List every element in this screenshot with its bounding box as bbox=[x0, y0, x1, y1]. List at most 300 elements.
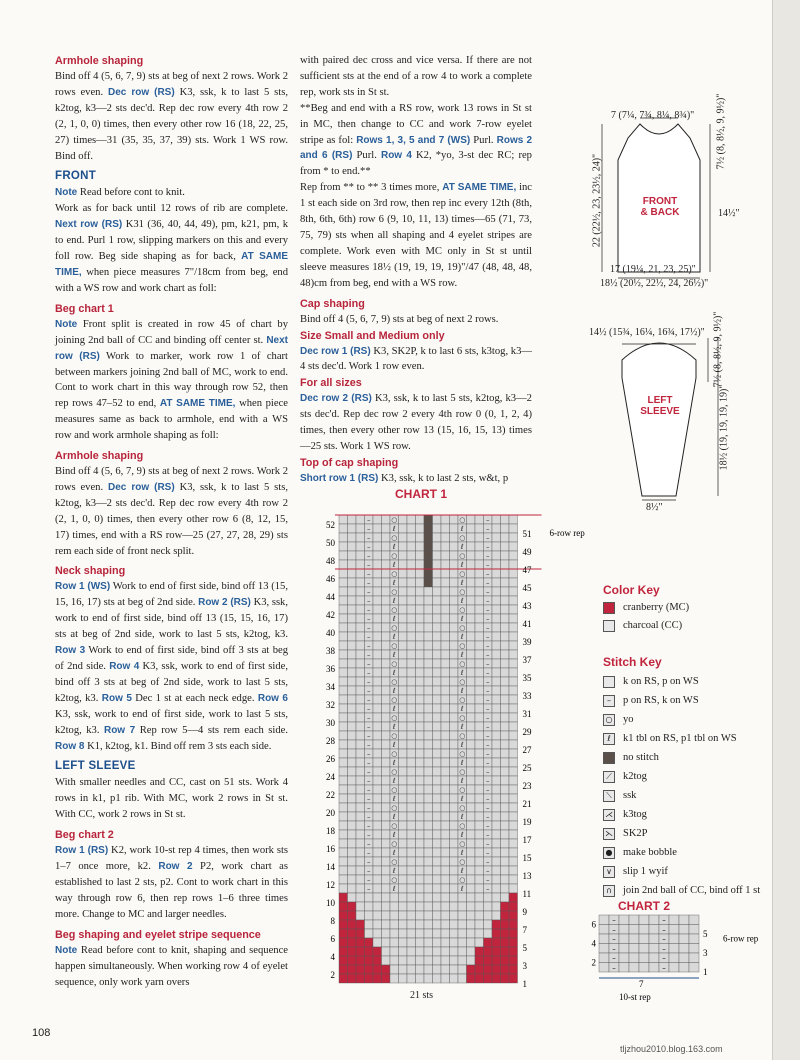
chart-cell bbox=[373, 722, 382, 731]
chart-cell bbox=[390, 902, 399, 911]
chart-cell bbox=[339, 533, 348, 542]
chart-cell bbox=[382, 938, 391, 947]
chart-cell bbox=[373, 713, 382, 722]
chart-cell bbox=[399, 974, 408, 983]
chart-symbol: ℓ bbox=[392, 669, 396, 677]
chart-cell bbox=[407, 803, 416, 812]
chart-cell bbox=[382, 641, 391, 650]
heading-beg-chart-2: Beg chart 2 bbox=[55, 829, 114, 842]
chart-symbol: ○ bbox=[459, 660, 466, 668]
stitch-key-title: Stitch Key bbox=[603, 655, 662, 669]
column-1 bbox=[55, 53, 288, 990]
row-label: Row 2 bbox=[158, 861, 193, 873]
chart-cell bbox=[467, 551, 476, 560]
chart-cell bbox=[407, 677, 416, 686]
chart-cell bbox=[441, 929, 450, 938]
row-label: Next row (RS) bbox=[55, 334, 288, 362]
label-line: SLEEVE bbox=[640, 406, 680, 417]
chart-cell bbox=[373, 749, 382, 758]
color-key-title: Color Key bbox=[603, 583, 660, 597]
chart-2-cell bbox=[619, 953, 629, 963]
chart-cell bbox=[339, 857, 348, 866]
stitch-label: join 2nd ball of CC, bind off 1 st bbox=[623, 885, 761, 896]
chart-cell bbox=[407, 524, 416, 533]
chart-cell bbox=[365, 947, 374, 956]
chart-symbol: ℓ bbox=[392, 759, 396, 767]
chart-cell bbox=[450, 668, 459, 677]
chart-cell bbox=[356, 704, 365, 713]
chart-symbol: ○ bbox=[459, 624, 466, 632]
chart-symbol: ℓ bbox=[460, 543, 464, 551]
chart-cell bbox=[509, 839, 518, 848]
chart-cell bbox=[399, 632, 408, 641]
chart-cell bbox=[382, 839, 391, 848]
chart-cell bbox=[407, 560, 416, 569]
chart-cell bbox=[441, 560, 450, 569]
row-label: Dec row 1 (RS) bbox=[300, 345, 371, 357]
chart-cell bbox=[339, 632, 348, 641]
chart-cell bbox=[339, 812, 348, 821]
row-number-right: 49 bbox=[522, 547, 532, 557]
chart-symbol: – bbox=[367, 543, 371, 551]
heading-cap-shaping: Cap shaping bbox=[300, 297, 365, 310]
chart-cell bbox=[416, 740, 425, 749]
chart-cell bbox=[441, 722, 450, 731]
chart-cell bbox=[450, 974, 459, 983]
chart-cell bbox=[433, 695, 442, 704]
chart-cell bbox=[348, 884, 357, 893]
chart-cell bbox=[450, 551, 459, 560]
chart-cell bbox=[433, 794, 442, 803]
chart-symbol: ○ bbox=[459, 570, 466, 578]
chart-cell bbox=[373, 857, 382, 866]
chart-cell bbox=[339, 722, 348, 731]
chart-cell bbox=[467, 731, 476, 740]
chart-cell bbox=[475, 875, 484, 884]
chart-cell bbox=[399, 902, 408, 911]
chart-cell bbox=[458, 947, 467, 956]
chart-cell bbox=[390, 893, 399, 902]
row-label: Row 4 bbox=[380, 150, 412, 162]
chart-cell bbox=[399, 623, 408, 632]
chart-cell bbox=[450, 803, 459, 812]
chart-cell bbox=[450, 902, 459, 911]
chart-cell bbox=[348, 515, 357, 524]
stitch-symbol: ⟍ bbox=[603, 790, 615, 802]
chart-cell bbox=[492, 551, 501, 560]
chart-2-symbol: – bbox=[662, 916, 666, 925]
chart-symbol: – bbox=[367, 822, 371, 830]
chart-cell bbox=[390, 974, 399, 983]
chart-cell bbox=[407, 956, 416, 965]
chart-cell bbox=[441, 911, 450, 920]
chart-cell bbox=[407, 605, 416, 614]
chart-2-cell bbox=[679, 944, 689, 954]
chart-cell bbox=[467, 533, 476, 542]
chart-cell bbox=[348, 695, 357, 704]
chart-cell bbox=[348, 812, 357, 821]
chart-cell bbox=[382, 929, 391, 938]
chart-symbol: – bbox=[367, 867, 371, 875]
chart-cell bbox=[501, 920, 510, 929]
chart-cell bbox=[407, 668, 416, 677]
chart-cell bbox=[407, 839, 416, 848]
chart-cell bbox=[373, 884, 382, 893]
chart-cell bbox=[424, 605, 433, 614]
chart-cell bbox=[467, 776, 476, 785]
chart-cell bbox=[407, 542, 416, 551]
chart-cell bbox=[467, 524, 476, 533]
chart-cell bbox=[424, 722, 433, 731]
chart-symbol: ○ bbox=[391, 840, 398, 848]
chart-cell bbox=[509, 956, 518, 965]
row-label: Dec row (RS) bbox=[108, 86, 175, 98]
chart-cell bbox=[450, 731, 459, 740]
chart-cell bbox=[509, 713, 518, 722]
chart-cell bbox=[382, 740, 391, 749]
chart-cell bbox=[441, 551, 450, 560]
chart-symbol: ℓ bbox=[460, 813, 464, 821]
chart-cell bbox=[501, 965, 510, 974]
chart-cell bbox=[475, 965, 484, 974]
chart-cell bbox=[348, 875, 357, 884]
chart-cell bbox=[467, 578, 476, 587]
chart-cell bbox=[458, 893, 467, 902]
chart-cell bbox=[424, 668, 433, 677]
row-label: Next row (RS) bbox=[55, 219, 123, 231]
row-number-right: 35 bbox=[522, 673, 532, 683]
row-number-right: 31 bbox=[522, 709, 532, 719]
chart-symbol: ○ bbox=[391, 678, 398, 686]
chart-2-symbol: – bbox=[612, 926, 616, 934]
chart-cell bbox=[348, 605, 357, 614]
chart-symbol: – bbox=[367, 714, 371, 722]
paragraph bbox=[300, 180, 532, 291]
chart-cell bbox=[424, 524, 433, 533]
chart-symbol: – bbox=[367, 687, 371, 695]
chart-cell bbox=[356, 632, 365, 641]
chart-cell bbox=[509, 524, 518, 533]
row-number-right: 9 bbox=[522, 907, 527, 917]
chart-cell bbox=[373, 776, 382, 785]
chart-cell bbox=[356, 650, 365, 659]
chart-cell bbox=[365, 929, 374, 938]
row-number-right: 11 bbox=[522, 889, 532, 899]
chart-cell bbox=[348, 551, 357, 560]
chart-cell bbox=[399, 704, 408, 713]
chart-cell bbox=[475, 578, 484, 587]
chart-cell bbox=[450, 875, 459, 884]
chart-cell bbox=[382, 569, 391, 578]
chart-cell bbox=[407, 848, 416, 857]
chart-cell bbox=[492, 686, 501, 695]
chart-symbol: – bbox=[486, 543, 490, 551]
chart-cell bbox=[450, 740, 459, 749]
chart-cell bbox=[382, 821, 391, 830]
chart-cell bbox=[484, 965, 493, 974]
chart-symbol: – bbox=[486, 561, 490, 569]
chart-cell bbox=[407, 866, 416, 875]
chart-symbol: ○ bbox=[459, 696, 466, 704]
chart-cell bbox=[424, 533, 433, 542]
chart-symbol: ○ bbox=[459, 606, 466, 614]
chart-cell bbox=[467, 785, 476, 794]
stitch-symbol: – bbox=[603, 695, 615, 707]
chart-cell bbox=[484, 893, 493, 902]
chart-cell bbox=[501, 848, 510, 857]
chart-cell bbox=[382, 578, 391, 587]
chart-symbol: – bbox=[367, 669, 371, 677]
chart-cell bbox=[356, 551, 365, 560]
text: Read before cont to knit. bbox=[79, 187, 185, 199]
chart-cell bbox=[416, 677, 425, 686]
chart-cell bbox=[501, 839, 510, 848]
chart-cell bbox=[339, 731, 348, 740]
chart-cell bbox=[458, 938, 467, 947]
stitch-key-item bbox=[603, 846, 677, 860]
chart-cell bbox=[348, 542, 357, 551]
chart-cell bbox=[373, 794, 382, 803]
chart-cell bbox=[501, 776, 510, 785]
stitch-key-item bbox=[603, 827, 648, 841]
chart-cell bbox=[373, 740, 382, 749]
chart-cell bbox=[450, 821, 459, 830]
chart-cell bbox=[492, 875, 501, 884]
chart-cell bbox=[399, 542, 408, 551]
chart-cell bbox=[424, 740, 433, 749]
chart-symbol: ○ bbox=[459, 678, 466, 686]
paragraph bbox=[55, 464, 288, 559]
chart-cell bbox=[467, 893, 476, 902]
chart-cell bbox=[484, 956, 493, 965]
chart-cell bbox=[467, 920, 476, 929]
row-number-left: 30 bbox=[326, 718, 335, 728]
chart-cell bbox=[467, 605, 476, 614]
chart-cell bbox=[475, 758, 484, 767]
chart-cell bbox=[348, 965, 357, 974]
chart-2-symbol: – bbox=[662, 945, 666, 953]
chart-symbol: – bbox=[486, 723, 490, 731]
chart-cell bbox=[509, 965, 518, 974]
chart-cell bbox=[450, 515, 459, 524]
chart-symbol: – bbox=[486, 597, 490, 605]
chart-symbol: ℓ bbox=[460, 777, 464, 785]
chart-cell bbox=[339, 740, 348, 749]
chart-symbol: ℓ bbox=[460, 633, 464, 641]
chart-cell bbox=[509, 893, 518, 902]
chart-cell bbox=[492, 704, 501, 713]
sleeve-length-dim: 18½ (19, 19, 19, 19)" bbox=[718, 384, 730, 471]
chart-symbol: – bbox=[486, 858, 490, 866]
chart-cell bbox=[373, 686, 382, 695]
chart-cell bbox=[356, 533, 365, 542]
chart-cell bbox=[424, 767, 433, 776]
row-number-left: 12 bbox=[326, 880, 335, 890]
chart-cell bbox=[424, 704, 433, 713]
chart-cell bbox=[407, 875, 416, 884]
chart-cell bbox=[424, 587, 433, 596]
chart-cell bbox=[416, 596, 425, 605]
stitch-label: p on RS, k on WS bbox=[623, 695, 699, 706]
chart-cell bbox=[365, 956, 374, 965]
chart-cell bbox=[399, 830, 408, 839]
chart-cell bbox=[424, 578, 433, 587]
chart-symbol: – bbox=[367, 741, 371, 749]
chart-symbol: – bbox=[367, 678, 371, 686]
chart-cell bbox=[382, 947, 391, 956]
chart-cell bbox=[492, 839, 501, 848]
chart-cell bbox=[356, 902, 365, 911]
chart-symbol: ℓ bbox=[460, 651, 464, 659]
chart-cell bbox=[509, 812, 518, 821]
label-line: FRONT bbox=[642, 196, 678, 207]
paragraph bbox=[55, 201, 288, 296]
chart-cell bbox=[433, 848, 442, 857]
chart-cell bbox=[450, 929, 459, 938]
chart-2-cell bbox=[649, 915, 659, 925]
chart-symbol: ℓ bbox=[460, 525, 464, 533]
chart-cell bbox=[348, 587, 357, 596]
chart-cell bbox=[433, 722, 442, 731]
chart-cell bbox=[467, 857, 476, 866]
chart-cell bbox=[382, 866, 391, 875]
chart-cell bbox=[382, 632, 391, 641]
chart-cell bbox=[416, 785, 425, 794]
chart-cell bbox=[433, 767, 442, 776]
chart-cell bbox=[356, 560, 365, 569]
chart-symbol: ℓ bbox=[392, 723, 396, 731]
chart-cell bbox=[348, 578, 357, 587]
chart-cell bbox=[407, 893, 416, 902]
chart-cell bbox=[339, 686, 348, 695]
chart-cell bbox=[339, 956, 348, 965]
chart-cell bbox=[356, 776, 365, 785]
chart-cell bbox=[382, 875, 391, 884]
chart-cell bbox=[492, 830, 501, 839]
chart-cell bbox=[407, 650, 416, 659]
chart-cell bbox=[475, 569, 484, 578]
chart-cell bbox=[416, 614, 425, 623]
chart-cell bbox=[424, 758, 433, 767]
chart-cell bbox=[399, 749, 408, 758]
chart-2-cell bbox=[599, 963, 609, 973]
chart-cell bbox=[356, 605, 365, 614]
chart-cell bbox=[365, 974, 374, 983]
chart-symbol: – bbox=[486, 579, 490, 587]
chart-cell bbox=[433, 839, 442, 848]
chart-cell bbox=[492, 695, 501, 704]
text: With smaller needles and CC, cast on 51 sts. Work 4 rows in k1, p1 rib. With MC, work 2 rows in St st. With CC, work 2 rows in St st. bbox=[55, 777, 288, 821]
chart-cell bbox=[492, 848, 501, 857]
chart-cell bbox=[382, 911, 391, 920]
sleeve-bottom-dim: 8½" bbox=[646, 502, 663, 513]
chart-cell bbox=[373, 668, 382, 677]
chart-cell bbox=[484, 902, 493, 911]
stitch-symbol: ● bbox=[603, 847, 615, 859]
chart-2-cell bbox=[649, 934, 659, 944]
chart-cell bbox=[501, 596, 510, 605]
row-number-left: 52 bbox=[326, 520, 335, 530]
chart-cell bbox=[441, 569, 450, 578]
row-label: Row 1 (RS) bbox=[55, 845, 109, 857]
chart-cell bbox=[467, 641, 476, 650]
chart-cell bbox=[373, 650, 382, 659]
chart-cell bbox=[501, 956, 510, 965]
chart-cell bbox=[356, 974, 365, 983]
stitch-label: k1 tbl on RS, p1 tbl on WS bbox=[623, 733, 737, 744]
chart-cell bbox=[450, 848, 459, 857]
chart-cell bbox=[501, 614, 510, 623]
chart-symbol: – bbox=[367, 642, 371, 650]
chart-cell bbox=[501, 623, 510, 632]
chart-cell bbox=[339, 839, 348, 848]
row-number-left: 38 bbox=[326, 646, 335, 656]
chart-cell bbox=[424, 659, 433, 668]
chart-cell bbox=[339, 767, 348, 776]
chart-2-cell bbox=[639, 934, 649, 944]
chart-cell bbox=[450, 758, 459, 767]
chart-2-cell bbox=[689, 934, 699, 944]
stitch-key-item bbox=[603, 789, 636, 803]
text: K2, work 10-st rep 4 times, then work sts 1–7 once more, k2. bbox=[55, 845, 289, 873]
chart-cell bbox=[458, 920, 467, 929]
chart-cell bbox=[475, 587, 484, 596]
chart-cell bbox=[475, 884, 484, 893]
chart-cell bbox=[450, 524, 459, 533]
rep-label: 6-row rep bbox=[549, 528, 585, 538]
chart-symbol: ℓ bbox=[392, 687, 396, 695]
chart-cell bbox=[441, 542, 450, 551]
chart-cell bbox=[433, 740, 442, 749]
chart-cell bbox=[475, 821, 484, 830]
chart-cell bbox=[348, 650, 357, 659]
chart-cell bbox=[424, 839, 433, 848]
chart-symbol: – bbox=[367, 534, 371, 542]
chart-symbol: – bbox=[367, 588, 371, 596]
chart-cell bbox=[467, 632, 476, 641]
chart-cell bbox=[509, 587, 518, 596]
chart-symbol: ○ bbox=[459, 714, 466, 722]
chart-cell bbox=[348, 821, 357, 830]
chart-cell bbox=[441, 866, 450, 875]
text: Dec 1 st at each neck edge. bbox=[135, 692, 255, 704]
row-number-left: 26 bbox=[326, 754, 335, 764]
chart-cell bbox=[416, 524, 425, 533]
chart-symbol: – bbox=[486, 633, 490, 641]
chart-cell bbox=[424, 776, 433, 785]
chart-cell bbox=[450, 911, 459, 920]
chart-cell bbox=[509, 704, 518, 713]
chart-cell bbox=[356, 740, 365, 749]
chart-cell bbox=[509, 686, 518, 695]
chart-cell bbox=[407, 578, 416, 587]
chart-cell bbox=[416, 623, 425, 632]
chart-cell bbox=[382, 920, 391, 929]
chart-cell bbox=[424, 965, 433, 974]
chart-cell bbox=[407, 686, 416, 695]
chart-cell bbox=[424, 821, 433, 830]
chart-symbol: ○ bbox=[391, 732, 398, 740]
chart-symbol: – bbox=[367, 831, 371, 839]
text: Front split is created in row 45 of chart by joining 2nd ball of CC and binding off center st. bbox=[55, 318, 288, 346]
chart-cell bbox=[382, 704, 391, 713]
chart-symbol: – bbox=[486, 516, 490, 524]
chart-cell bbox=[501, 740, 510, 749]
chart-symbol: – bbox=[367, 570, 371, 578]
chart-cell bbox=[424, 848, 433, 857]
chart-cell bbox=[492, 605, 501, 614]
chart-cell bbox=[433, 974, 442, 983]
